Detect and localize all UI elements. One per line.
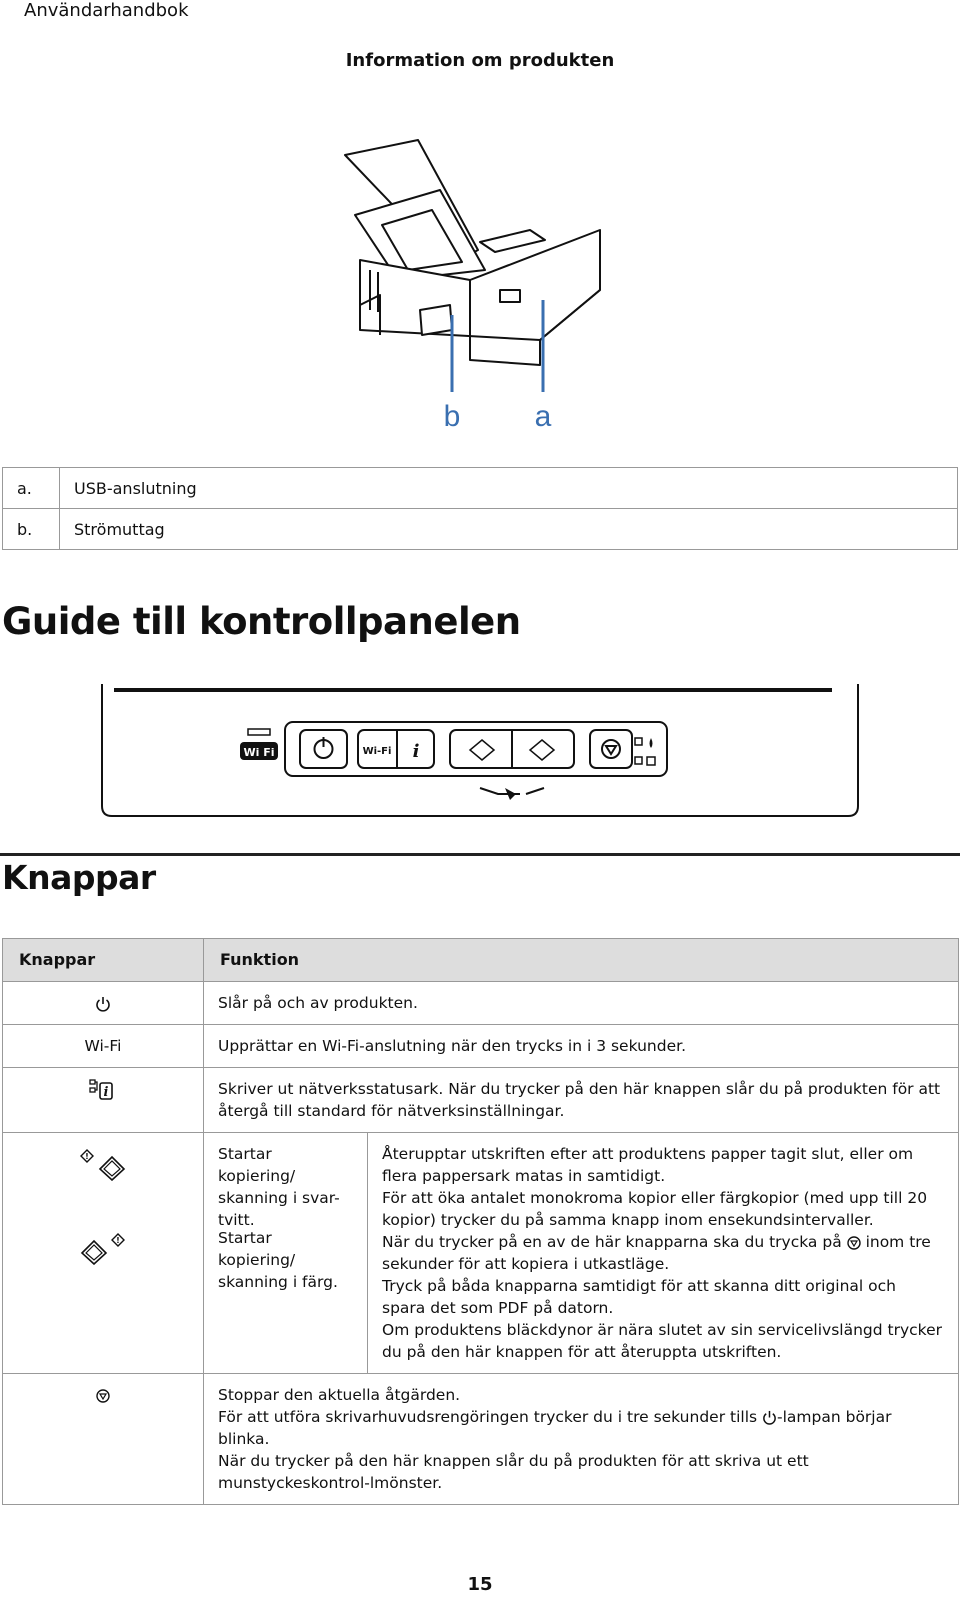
power-function: Slår på och av produkten.	[204, 982, 959, 1025]
table-row	[3, 1025, 959, 1068]
network-key-cell	[3, 1068, 204, 1133]
stop-nozzle-text: När du trycker på den här knappen slår du på produkten för att skriva ut ett munstyckeskontrol-lmönster.	[218, 1452, 809, 1492]
table-row	[3, 1068, 959, 1133]
copy-mode-labels	[204, 1133, 368, 1374]
col-header-function: Funktion	[204, 939, 959, 982]
copy-function	[368, 1133, 959, 1374]
table-row	[3, 468, 958, 509]
wifi-key-cell: Wi-Fi	[3, 1025, 204, 1068]
stop-cleaning-text: För att utföra skrivarhuvudsrengöringen trycker du i tre sekunder tills -lampan börjar blinka.	[218, 1408, 892, 1448]
svg-text:!: !	[85, 1152, 89, 1161]
power-key[interactable]	[300, 730, 347, 768]
parts-table	[2, 467, 958, 550]
part-letter: a.	[3, 468, 60, 509]
table-row	[3, 509, 958, 550]
info-icon: i	[412, 741, 420, 762]
manual-title: Användarhandbok	[24, 0, 189, 21]
power-icon	[762, 1410, 777, 1425]
table-row	[3, 1133, 959, 1374]
part-label: USB-anslutning	[60, 468, 958, 509]
stop-icon	[96, 1389, 110, 1403]
copy-resume-text: Återupptar utskriften efter att produktens papper tagit slut, eller om flera pappersark matas in samtidigt.	[382, 1145, 914, 1185]
table-row	[3, 1374, 959, 1505]
copy-bw-label: Startar kopiering/ skanning i svar-tvitt.	[218, 1145, 340, 1229]
stop-key[interactable]	[590, 730, 632, 768]
copy-color-label: Startar kopiering/ skanning i färg.	[218, 1229, 338, 1291]
wifi-badge: Wi Fi	[243, 746, 275, 759]
col-header-buttons: Knappar	[3, 939, 204, 982]
stop-text: Stoppar den aktuella åtgärden.	[218, 1386, 461, 1404]
wifi-key-label: Wi-Fi	[362, 746, 392, 757]
copy-scan-pdf-text: Tryck på båda knapparna samtidigt för att skanna ditt original och spara det som PDF på datorn.	[382, 1277, 896, 1317]
copy-bw-icon	[80, 1149, 126, 1181]
copy-count-text: För att öka antalet monokroma kopior eller färgkopior (med upp till 20 kopior) trycker du på samma knapp inom ensekundsintervaller.	[382, 1189, 928, 1229]
stop-key-cell	[3, 1374, 204, 1505]
power-key-cell	[3, 982, 204, 1025]
copy-draft-text: När du trycker på en av de här knapparna ska du trycka på inom tre sekunder för att kopiera i utkastläge.	[382, 1233, 931, 1273]
stop-function	[204, 1374, 959, 1505]
svg-text:i: i	[103, 1085, 109, 1100]
ink-icon	[650, 738, 653, 748]
copy-keys-cell	[3, 1133, 204, 1374]
table-row	[3, 982, 959, 1025]
copy-ink-pad-text: Om produktens bläckdynor är nära slutet av sin servicelivslängd trycker du på den här knappen för att återuppta utskriften.	[382, 1321, 942, 1361]
section-divider	[0, 853, 960, 856]
callout-a: a	[534, 400, 552, 433]
stop-icon	[847, 1236, 861, 1250]
callout-b: b	[443, 400, 461, 433]
wifi-function: Upprättar en Wi-Fi-anslutning när den trycks in i 3 sekunder.	[204, 1025, 959, 1068]
page-number: 15	[467, 1574, 493, 1595]
network-status-icon	[89, 1078, 117, 1102]
control-panel-heading: Guide till kontrollpanelen	[2, 600, 521, 643]
part-letter: b.	[3, 509, 60, 550]
printer-rear-illustration	[300, 130, 660, 450]
paper-icon	[647, 757, 655, 765]
copy-bw-icon	[470, 740, 494, 760]
copy-color-icon	[530, 740, 554, 760]
copy-color-icon	[80, 1233, 126, 1265]
network-function: Skriver ut nätverksstatusark. När du trycker på den här knappen slår du på produkten för att återgå till standard för nätverksinställningar.	[204, 1068, 959, 1133]
svg-text:!: !	[116, 1236, 120, 1245]
buttons-table	[2, 938, 959, 1505]
power-icon	[95, 996, 111, 1012]
part-label: Strömuttag	[60, 509, 958, 550]
table-header-row	[3, 939, 959, 982]
buttons-heading: Knappar	[2, 858, 156, 897]
control-panel-illustration	[100, 684, 860, 834]
product-info-title: Information om produkten	[345, 50, 615, 71]
